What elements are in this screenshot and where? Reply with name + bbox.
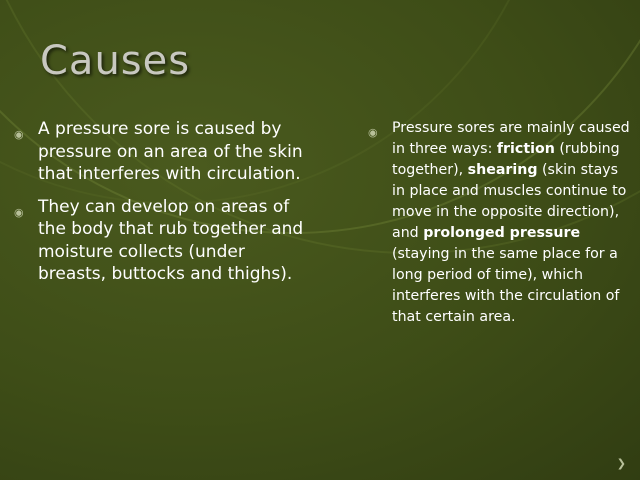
bullet-icon: ◉ (14, 205, 24, 219)
left-column (14, 118, 314, 296)
slide-title: Causes (40, 38, 191, 84)
text-run: (skin stays in place and muscles continue to move in the opposite direction), and (392, 162, 627, 241)
text-run: (staying in the same place for a long period of time), which interferes with the circulation of that certain area. (392, 246, 620, 325)
bold-term-shearing: shearing (467, 162, 538, 178)
next-slide-icon[interactable]: ❯ (616, 457, 626, 470)
bullet-item (14, 118, 314, 186)
text-run: (rubbing together), (392, 141, 620, 178)
bullet-item (14, 196, 314, 286)
bullet-text (392, 118, 630, 328)
text-run: Pressure sores are mainly caused in three ways: (392, 120, 630, 157)
right-column (368, 118, 630, 328)
bullet-text: A pressure sore is caused by pressure on an area of the skin that interferes with circulation. (38, 119, 303, 184)
bullet-icon: ◉ (14, 128, 24, 141)
bold-term-friction: friction (496, 141, 555, 157)
bullet-item (368, 118, 630, 328)
bullet-icon: ◉ (368, 126, 378, 139)
bold-term-prolonged-pressure: prolonged pressure (423, 225, 581, 241)
bullet-text: They can develop on areas of the body that rub together and moisture collects (under breasts, buttocks and thighs). (38, 196, 304, 284)
